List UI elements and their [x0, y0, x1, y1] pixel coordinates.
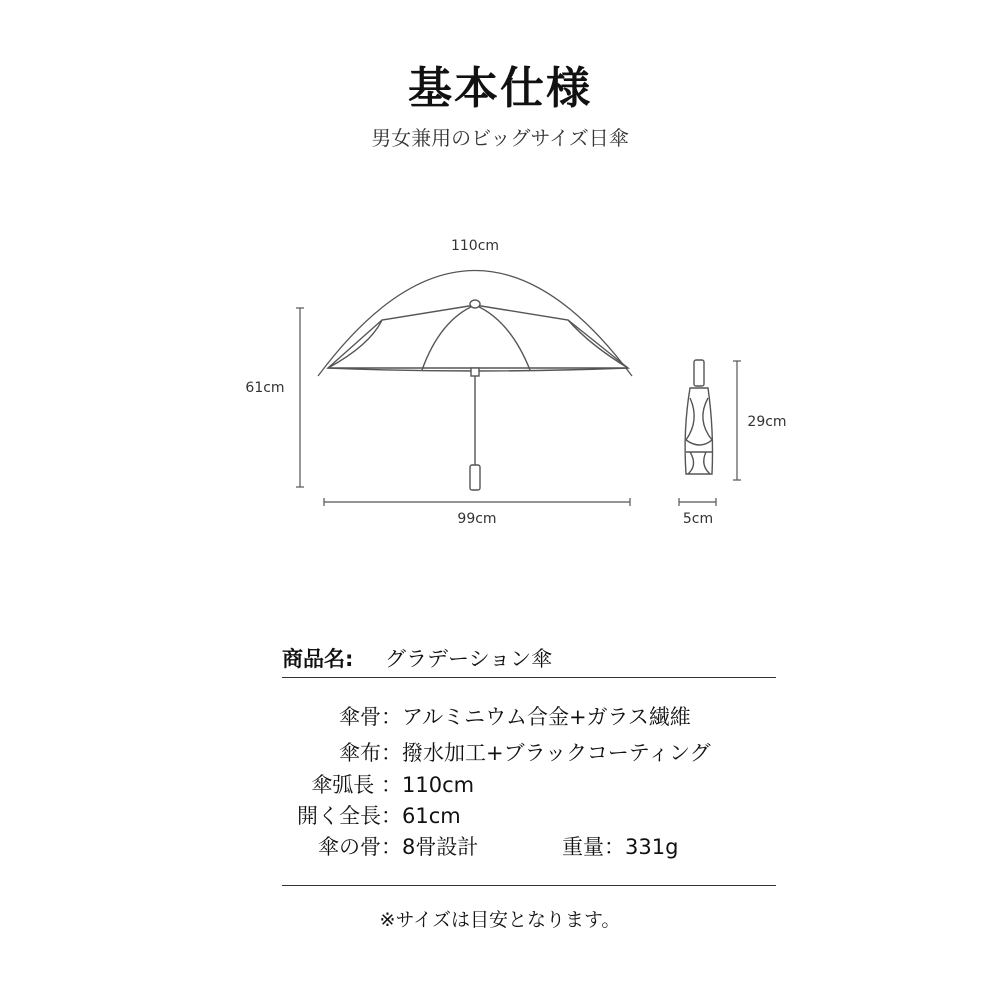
open-height-label: 61cm: [245, 380, 285, 396]
spec-label: 傘の骨：: [318, 835, 402, 859]
spec-value: 61cm: [402, 804, 461, 828]
open-width-label: 99cm: [457, 511, 497, 527]
spec-value: 撥水加工+ブラックコーティング: [402, 741, 711, 765]
top-divider: [282, 677, 776, 678]
spec-weight: [562, 832, 678, 862]
folded-umbrella-icon: [685, 360, 712, 474]
folded-length-label: 29cm: [747, 414, 787, 430]
folded-length-dimension-line: [733, 361, 741, 480]
size-note: ※サイズは目安となります。: [379, 909, 621, 931]
spec-label: 開く全長：: [297, 804, 402, 828]
spec-label: 傘弧長 ：: [311, 773, 402, 797]
spec-row-arc-length: [282, 770, 776, 800]
arc-length-label: 110cm: [450, 238, 500, 254]
spec-row-fabric: [282, 738, 776, 768]
weight-label: 重量：: [562, 835, 625, 859]
spec-label: 傘布：: [339, 741, 402, 765]
open-width-dimension-line: [324, 498, 630, 506]
product-name-label: 商品名:: [282, 647, 354, 671]
page-title: 基本仕様: [408, 63, 592, 114]
page-subtitle: 男女兼用のビッグサイズ日傘: [371, 126, 629, 150]
spec-row-frame: [282, 702, 776, 732]
spec-value: アルミニウム合金+ガラス繊維: [402, 705, 691, 729]
open-umbrella-icon: [328, 300, 628, 490]
folded-width-label: 5cm: [682, 511, 714, 527]
spec-row-open-length: [282, 801, 776, 831]
weight-value: 331g: [625, 835, 679, 859]
bottom-divider: [282, 885, 776, 886]
spec-row-ribs: [282, 832, 542, 862]
folded-width-dimension-line: [679, 498, 716, 506]
spec-label: 傘骨：: [339, 705, 402, 729]
product-name-value: グラデーション傘: [385, 647, 553, 671]
spec-value: 110cm: [402, 773, 475, 797]
spec-value: 8骨設計: [402, 835, 479, 859]
open-height-dimension-line: [296, 308, 304, 487]
